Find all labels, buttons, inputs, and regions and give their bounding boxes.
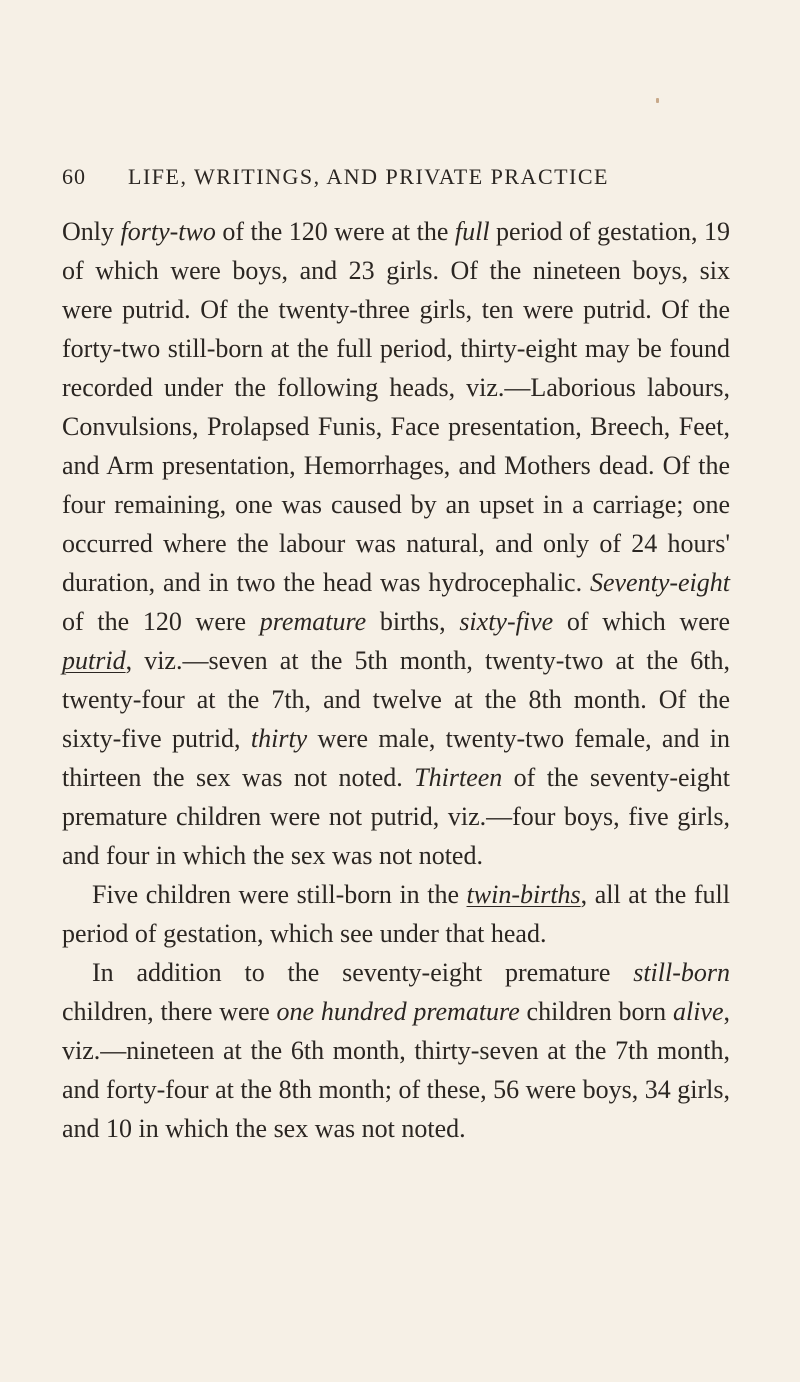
italic-run: still-born (633, 958, 730, 987)
paragraph-1 (62, 212, 730, 875)
text-run: In addition to the seventy-eight premature (92, 958, 634, 987)
running-title: LIFE, WRITINGS, AND PRIVATE PRACTICE (128, 164, 609, 189)
text-run: , viz.—nineteen at the 6th month, thirty-seven at the 7th month, and forty-four at the 8th month; of these, 56 were boys, 34 girls, and 10 in which the sex was not noted. (62, 997, 730, 1143)
text-run: period of gestation, 19 of which were boys, and 23 girls. Of the nineteen boys, six were putrid. Of the twenty-three girls, ten were putrid. Of the forty-two still-born at the full period, thirty-eight may be found recorded under the following heads, viz.—Laborious labours, Convulsions, Prolapsed Funis, Face presentation, Breech, Feet, and Arm presentation, Hemorrhages, and Mothers dead. Of the four remaining, one was caused by an upset in a carriage; one occurred where the labour was natural, and only of 24 hours' duration, and in two the head was hydrocephalic. (62, 217, 731, 597)
italic-run: one hundred premature (276, 997, 520, 1026)
text-run: , all at the full period of gestation, which see under that head. (62, 880, 730, 948)
text-run: children, there were (62, 997, 277, 1026)
italic-run: alive (672, 997, 724, 1026)
italic-run: full (454, 217, 490, 246)
italic-run: thirty (250, 724, 308, 753)
italic-run: Seventy-eight (589, 568, 730, 597)
text-run: births, (366, 607, 460, 636)
text-run: of the 120 were at the (215, 217, 455, 246)
body-text (62, 212, 730, 1148)
page-number: 60 (62, 164, 86, 189)
running-header (62, 164, 722, 190)
text-run: children born (519, 997, 673, 1026)
italic-run: Thirteen (414, 763, 503, 792)
italic-underlined-run: putrid (62, 646, 126, 675)
paragraph-3 (62, 953, 730, 1148)
text-run: were male, twenty-two female, and in thirteen the sex was not noted. (62, 724, 730, 792)
italic-run: sixty-five (459, 607, 554, 636)
italic-run: premature (259, 607, 367, 636)
text-run: of which were (553, 607, 730, 636)
text-run: Only (62, 217, 121, 246)
paragraph-2 (62, 875, 730, 953)
text-run: Five children were still-born in the (92, 880, 467, 909)
paper-speck (656, 98, 659, 103)
text-run: , viz.—seven at the 5th month, twenty-two at the 6th, twenty-four at the 7th, and twelve at the 8th month. Of the sixty-five putrid, (62, 646, 730, 753)
text-run: of the 120 were (62, 607, 260, 636)
text-run: of the seventy-eight premature children were not putrid, viz.—four boys, five girls, and four in which the sex was not noted. (62, 763, 730, 870)
italic-run: forty-two (120, 217, 216, 246)
italic-underlined-run: twin-births (466, 880, 581, 909)
